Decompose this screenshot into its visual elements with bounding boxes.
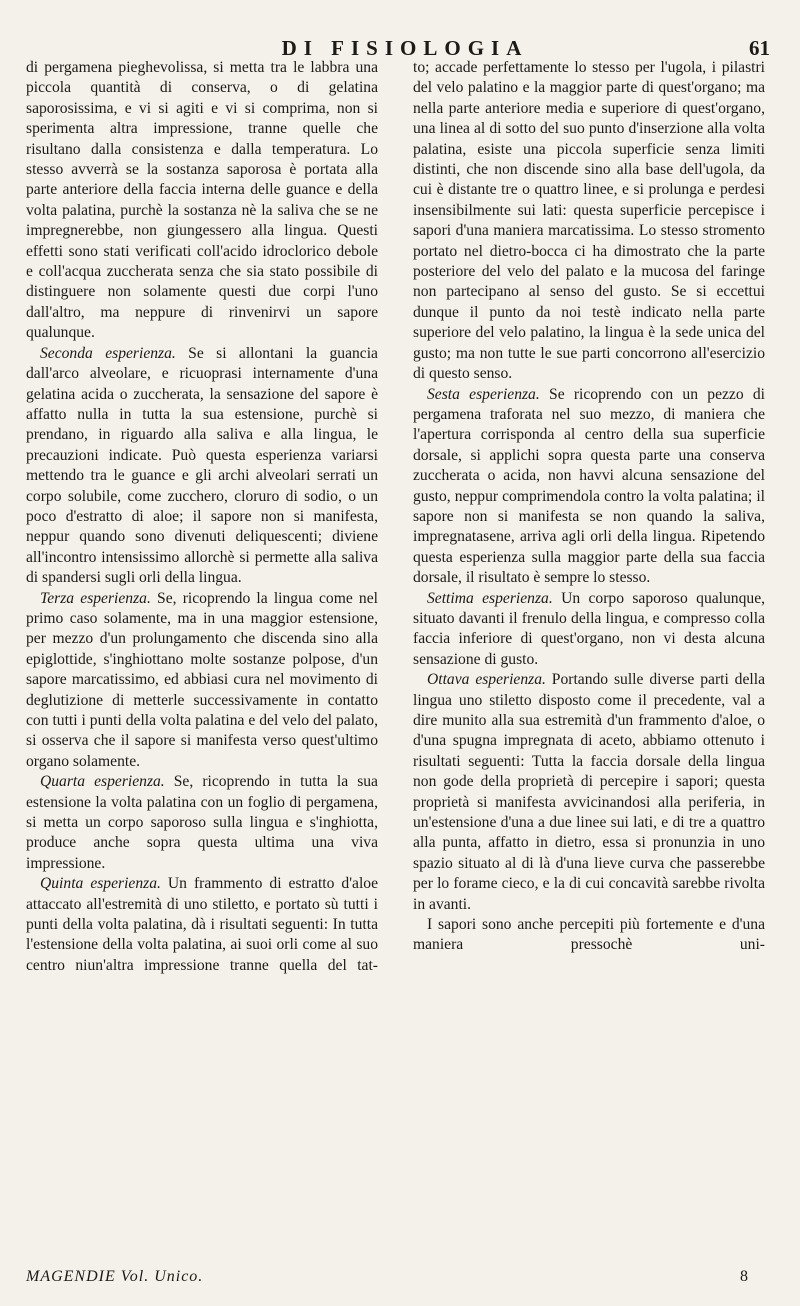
experiment-heading: Settima esperienza. [427, 589, 553, 607]
paragraph-text: I sapori sono anche percepiti più fortemente e d'una maniera pressochè uni- [413, 916, 765, 954]
paragraph-text: Se, ricoprendo in tutta la sua estensione la volta palatina con un foglio di pergamena, si metta un corpo saporoso sulla lingua e s'inghiotta, produce anche sopra questa ultima una viva impressione. [26, 773, 378, 872]
paragraph [26, 344, 378, 589]
running-title: DI FISIOLOGIA [281, 36, 529, 60]
paragraph-text: to; accade perfettamente lo stesso per l'ugola, i pilastri del velo palatino e la maggior parte di quest'organo; ma nella parte anteriore media e superiore di quest'organo, una linea al di sotto del suo punto d'inserzione alla volta palatina, esiste una piccola superficie senza limiti distinti, che non discende sino alla base dell'ugola, da cui è distante tre o quattro linee, e si prolunga e perdesi insensibilmente sui lati: questa superficie percepisce i sapori d'una maniera marcatissima. Lo stesso stromento portato nel dietro-bocca ci ha dimostrato che la parte posteriore del velo del palato e la mucosa del faringe non partecipano al senso del gusto. Se si eccettui dunque il punto da noi testè indicato nella parte superiore del velo palatino, la lingua è la sede unica del gusto; ma non tutte le sue parti concorrono all'esercizio di questo senso. [413, 59, 765, 383]
paragraph-text: Se ricoprendo con un pezzo di pergamena traforata nel suo mezzo, di maniera che l'apertura corrisponda al centro della sua superficie dorsale, si applichi sopra questa parte una conserva zuccherata o acida, non havvi alcuna sensazione del gusto, neppur comprimendola contro la volta palatina; il sapore non si manifesta se non quando la saliva, impregnatasene, arriva agli orli della lingua. Ripetendo questa esperienza sulla maggior parte della sua faccia dorsale, il risultato è sempre lo stesso. [413, 385, 766, 587]
paragraph-text: Se, ricoprendo la lingua come nel primo caso solamente, ma in una maggior estensione, per mezzo d'un prolungamento che discenda sino alla epiglottide, s'inghiottano molte sostanze polpose, d'un sapore marcatissimo, ed abbiasi cura nel movimento di deglutizione di metterle successivamente in contatto con tutti i punti della volta palatina e del velo del palato, si osserva che il sapore si manifesta verso quest'ultimo organo solamente. [26, 589, 378, 770]
paragraph-text: Un corpo saporoso qualunque, situato davanti il frenulo della lingua, e compresso colla faccia inferiore di quest'organo, non vi desta alcuna sensazione di gusto. [413, 589, 766, 668]
experiment-heading: Quarta esperienza. [40, 773, 165, 791]
page-footer [26, 1268, 770, 1292]
paragraph [26, 589, 378, 773]
experiment-heading: Quinta esperienza. [40, 875, 161, 893]
paragraph [413, 58, 765, 385]
sheet-mark: 8 [740, 1268, 748, 1285]
paragraph [413, 915, 765, 956]
experiment-heading: Terza esperienza. [40, 589, 151, 607]
experiment-heading: Ottava esperienza. [427, 671, 546, 689]
paragraph [26, 58, 378, 344]
paragraph [26, 874, 378, 976]
paragraph [413, 385, 765, 589]
paragraph-text: Se si allontani la guancia dall'arco alveolare, e ricuoprasi internamente d'una gelatina acida o zuccherata, la sensazione del sapore è affatto nulla in tutta la sua estensione, purchè si prendano, in riguardo alla saliva e alla lingua, le precauzioni indicate. Può questa esperienza variarsi mettendo tra le guance e gli archi alveolari serrati un corpo solubile, come zucchero, cloruro di sodio, o un poco d'estratto di aloe; il sapore non si manifesta, neppur quando sono divenuti deliquescenti; diviene all'incontro intensissimo allorchè si permette alla saliva di spandersi sugli orli della lingua. [26, 344, 378, 587]
paragraph [413, 589, 765, 671]
experiment-heading: Sesta esperienza. [427, 385, 540, 403]
paragraph-text: Un frammento di estratto d'aloe attaccato all'estremità di uno stiletto, e portato sù tutti i punti della volta palatina, dà i risultati seguenti: In tutta l'estensione della volta palatina, ai suoi orli come al suo centro niun'altra impressione tranne quella del tat- [26, 875, 378, 974]
paragraph [413, 670, 765, 915]
paragraph-text: di pergamena pieghevolissa, si metta tra le labbra una piccola quantità di conserva, o di gelatina saporosissima, e vi si agiti e vi si comprima, non si sperimenta altra impressione, tranne quelle che risultano dalla consistenza e dalla temperatura. Lo stesso avverrà se la sostanza saporosa è portata alla parte anteriore della faccia interna delle guance e della volta palatina, purchè la sostanza nè la saliva che se ne impregnerebbe, non giungessero alla lingua. Questi effetti sono stati verificati coll'acido idroclorico debole e coll'acqua zuccherata senza che sia stato possibile di distinguere non solamente questi due corpi l'uno dall'altro, ma neppure di rinvenirvi un sapore qualunque. [26, 59, 378, 342]
experiment-heading: Seconda esperienza. [40, 344, 176, 362]
right-column [413, 58, 765, 956]
paragraph-text: Portando sulle diverse parti della lingua uno stiletto disposto come il precedente, val a dire munito alla sua estremità d'un frammento d'aloe, o d'una spugna impregnata di aceto, abbiamo ottenuto i risultati seguenti: Tutta la faccia dorsale della lingua non gode della proprietà di percepire i sapori; questa proprietà si manifesta avvicinandosi alla periferia, in un'estensione d'una a due linee sui lati, e di tre a quattro alla punta, affatto in dietro, essa si pronunzia in uno spazio situato al di là d'una lieve curva che passerebbe per lo forame cieco, e la di cui concavità sarebbe rivolta in avanti. [413, 671, 765, 913]
page-number: 61 [749, 36, 770, 60]
paragraph [26, 772, 378, 874]
left-column [26, 58, 378, 976]
printer-signature: MAGENDIE Vol. Unico. [26, 1268, 204, 1285]
